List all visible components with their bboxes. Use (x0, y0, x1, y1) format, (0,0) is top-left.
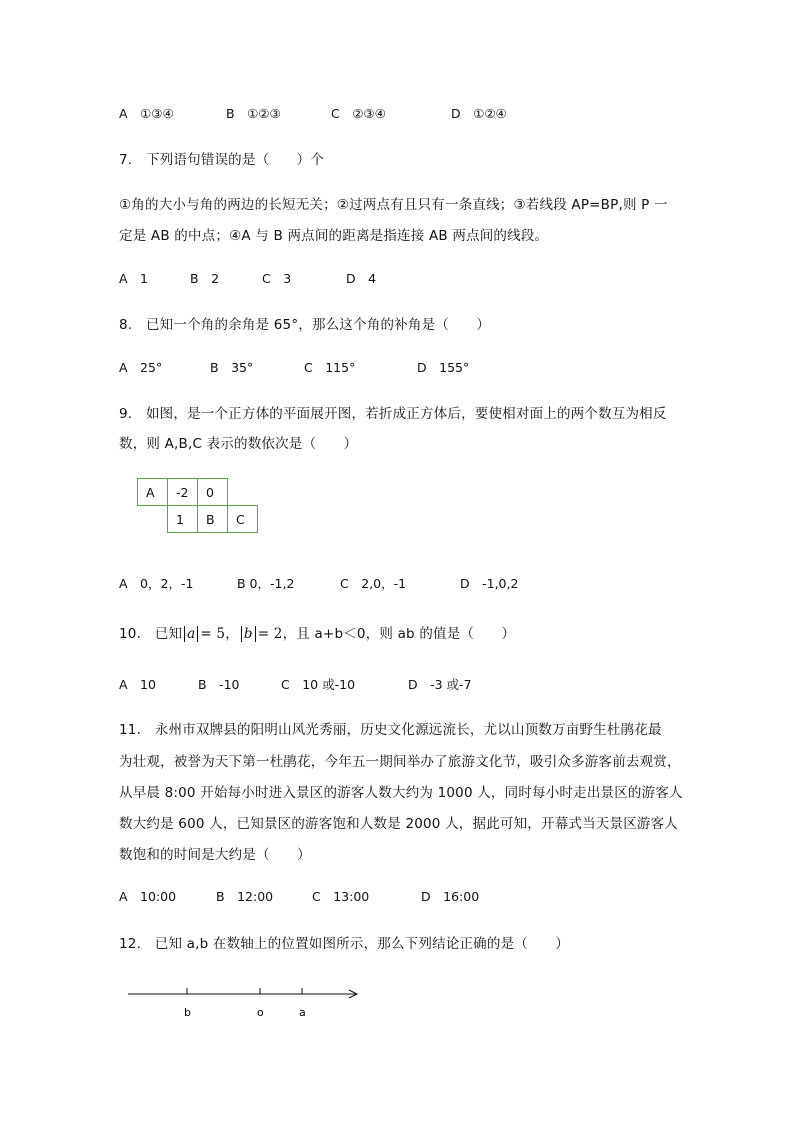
q6-option-b: B ①②③ (226, 106, 281, 121)
q6-options (0, 104, 794, 122)
q11-line-1: 11. 永州市双牌县的阳明山风光秀丽，历史文化源远流长，尤以山顶数万亩野生杜鹃花最 (119, 722, 662, 738)
q9-option-c: C 2,0，-1 (340, 576, 407, 591)
abs-bar-left (184, 626, 185, 642)
label-a: a (299, 1006, 306, 1019)
q12-stem: 12. 已知 a,b 在数轴上的位置如图所示，那么下列结论正确的是（ ） (119, 936, 570, 952)
net-cell-0: 0 (198, 479, 228, 506)
cube-net-figure (137, 478, 258, 533)
q8-option-d: D 155° (417, 360, 470, 375)
q6-option-c: C ②③④ (331, 106, 386, 121)
q11-line-5: 数饱和的时间是大约是（ ） (119, 847, 311, 863)
q10-prefix: 10. 已知 (119, 626, 183, 642)
abs-bar-left (241, 626, 242, 642)
q9-stem-line2: 数，则 A,B,C 表示的数依次是（ ） (119, 436, 358, 452)
q7-stem: 7. 下列语句错误的是（ ）个 (119, 152, 325, 168)
net-cell-empty (228, 479, 258, 506)
q8-stem: 8. 已知一个角的余角是 65°，那么这个角的补角是（ ） (119, 317, 491, 333)
label-o: o (257, 1006, 264, 1019)
abs-bar-right (197, 626, 198, 642)
q7-option-c: C 3 (262, 271, 292, 286)
q7-body-line2: 定是 AB 的中点；④A 与 B 两点间的距离是指连接 AB 两点间的线段。 (119, 228, 549, 244)
q10-option-d: D -3 或-7 (408, 677, 472, 692)
q10-options (0, 675, 794, 693)
q7-option-d: D 4 (346, 271, 377, 286)
q10-eq2: = 2 (257, 626, 283, 642)
q10-option-a: A 10 (119, 677, 156, 692)
q9-option-b: B 0，-1,2 (237, 576, 295, 591)
q10-suffix: ，且 a+b＜0，则 ab 的值是（ ） (282, 626, 516, 642)
var-b: b (243, 626, 253, 642)
q7-options (0, 269, 794, 287)
q8-option-b: B 35° (210, 360, 254, 375)
q10-option-b: B -10 (198, 677, 240, 692)
q10-sep: ， (225, 626, 239, 642)
net-cell-b: B (198, 506, 228, 533)
q9-option-d: D -1,0,2 (460, 576, 519, 591)
abs-b-expression (239, 626, 258, 642)
q11-line-3: 从早晨 8:00 开始每小时进入景区的游客人数大约为 1000 人，同时每小时走出景区的游客人 (119, 785, 683, 801)
q11-line-4: 数大约是 600 人，已知景区的游客饱和人数是 2000 人，据此可知，开幕式当天景区游客人 (119, 816, 678, 832)
cube-net-row-top (138, 479, 258, 506)
q11-option-a: A 10:00 (119, 889, 177, 904)
net-cell-c: C (228, 506, 258, 533)
net-cell-empty (138, 506, 168, 533)
q7-option-a: A 1 (119, 271, 149, 286)
q7-option-b: B 2 (190, 271, 220, 286)
net-cell-a: A (138, 479, 168, 506)
q10-eq1: = 5 (200, 626, 226, 642)
q6-option-a: A ①③④ (119, 106, 174, 121)
q11-option-c: C 13:00 (312, 889, 370, 904)
q9-option-a: A 0，2，-1 (119, 576, 194, 591)
q8-option-a: A 25° (119, 360, 163, 375)
q11-options (0, 887, 794, 905)
abs-bar-right (255, 626, 256, 642)
q8-options (0, 358, 794, 376)
q10-option-c: C 10 或-10 (281, 677, 356, 692)
label-b: b (184, 1006, 191, 1019)
q7-body-line1: ①角的大小与角的两边的长短无关；②过两点有且只有一条直线；③若线段 AP=BP,则 P 一 (119, 197, 668, 213)
cube-net-row-bottom (138, 506, 258, 533)
q11-option-b: B 12:00 (216, 889, 274, 904)
q11-option-d: D 16:00 (421, 889, 480, 904)
abs-a-expression (182, 626, 200, 642)
q6-option-d: D ①②④ (451, 106, 507, 121)
number-line-figure (120, 980, 370, 1025)
q8-option-c: C 115° (304, 360, 356, 375)
q11-line-2: 为壮观，被誉为天下第一杜鹃花，今年五一期间举办了旅游文化节，吸引众多游客前去观赏， (119, 754, 681, 770)
q9-options (0, 574, 794, 592)
q10-stem (119, 622, 515, 642)
var-a: a (187, 626, 196, 642)
net-cell-1: 1 (168, 506, 198, 533)
q9-stem-line1: 9. 如图，是一个正方体的平面展开图，若折成正方体后，要使相对面上的两个数互为相反 (119, 406, 667, 422)
net-cell-minus2: -2 (168, 479, 198, 506)
